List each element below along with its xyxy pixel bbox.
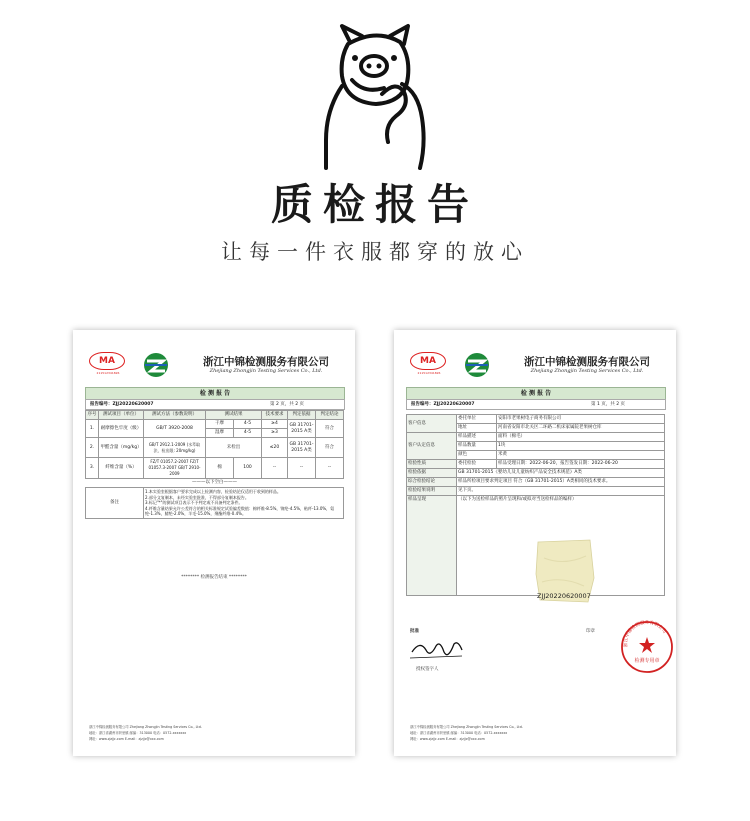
page-number: 第 1 页，共 2 页: [591, 402, 625, 407]
row-result: 100: [234, 458, 262, 479]
row-result: 4-5: [234, 429, 262, 438]
row-requirement: ≥4: [262, 420, 288, 429]
table-row: [407, 469, 665, 478]
remark-line: 3.标记"*"的测试项目表示不予判定或不具备判定条件。: [145, 500, 243, 506]
table-row: [407, 460, 665, 469]
row-requirement: ≤20: [262, 438, 288, 458]
company-name-cn: 浙江中锦检测服务有限公司: [524, 356, 650, 368]
row-basis: GB 31701-2015 A类: [288, 438, 316, 458]
field-value: 样品受理日期：2022-06-20，报告签发日期：2022-06-20: [497, 460, 665, 469]
table-row: [86, 479, 344, 488]
report-number-value: ZJJ20220620007: [433, 402, 475, 407]
ma-logo-sub: 211512341826: [96, 371, 120, 375]
page-number: 第 2 页，共 2 页: [270, 402, 304, 407]
table-row: [407, 415, 665, 424]
company-name-en: Zhejiang Zhongjin Testing Services Co., Ltd.: [530, 368, 644, 374]
field-value: 面料（棉毛）: [497, 433, 665, 442]
field-value: 样品所检项目要求判定项目 符合（GB 31701-2015）A类相同的技术要求。: [457, 478, 665, 487]
pig-thinking-icon: [312, 22, 438, 172]
row-conclusion: 符合: [316, 438, 344, 458]
footer-line: 网址：www.zjzjjc.com E-mail：zjzjjc@xxx.com: [89, 737, 164, 741]
field-label: 样品描述: [457, 433, 497, 442]
client-section-label: 客户信息: [407, 415, 457, 433]
footer-line: 地址：浙江省湖州市织里镇 邮编：313000 电话：0572-xxxxxxx: [89, 731, 187, 735]
field-value: 安阳市老果树电子商务有限公司: [497, 415, 665, 424]
row-method: GB/T 3920-2008: [144, 420, 206, 438]
table-row: [407, 487, 665, 496]
ma-logo: [410, 352, 448, 378]
table-header: 序号: [86, 411, 99, 420]
results-table: [85, 410, 344, 519]
field-value: 米黄: [497, 451, 665, 460]
row-item: 耐摩擦色牢度（级）: [99, 420, 144, 438]
row-result: 未检出: [206, 438, 262, 458]
row-method: FZ/T 01057.2-2007 FZ/T 01057.3-2007 GB/T 2910-2009: [144, 458, 206, 479]
company-logo-icon: [464, 352, 490, 378]
remark-line: 1.本实验室根据客户要求完成以上检测内容，检验结论仅适用于收到的样品。: [145, 489, 281, 494]
remarks-row: [86, 488, 344, 519]
table-header: 判定结论: [316, 411, 344, 420]
footer-line: 地址：浙江省湖州市织里镇 邮编：313000 电话：0572-xxxxxxx: [410, 731, 508, 735]
field-label: 地址: [457, 424, 497, 433]
report-end-note: ******** 检测报告结束 ********: [181, 575, 247, 580]
table-row: [86, 438, 344, 458]
report-number-bar: [406, 399, 666, 410]
report-number-label: 报告编号：: [411, 402, 434, 407]
ma-logo-sub: 211512341826: [417, 371, 441, 375]
report-number-label: 报告编号：: [90, 402, 113, 407]
report-number: [90, 400, 154, 409]
report-title-bar: 检 测 报 告: [406, 387, 666, 400]
field-label: 综合检验结论: [407, 478, 457, 487]
table-header: 测试结果: [206, 411, 262, 420]
row-item: 甲醛含量（mg/kg）: [99, 438, 144, 458]
field-value: 河南省安阳市北关区二环路二机床家属院老果树仓库: [497, 424, 665, 433]
row-requirement: ≥3: [262, 429, 288, 438]
ma-logo: [89, 352, 127, 378]
field-label: 检验依据: [407, 469, 457, 478]
field-label: 委托单位: [457, 415, 497, 424]
row-conclusion: 符合: [316, 420, 344, 438]
remark-line: 2.部分文复制本，未经实验室批准，不得部分复制本报告。: [145, 494, 249, 500]
report-page-results: [73, 330, 355, 756]
row-requirement: --: [262, 458, 288, 479]
field-value: 1块: [497, 442, 665, 451]
seal-ring-text: 浙江中锦检测服务有限公司: [623, 620, 667, 648]
row-basis: --: [288, 458, 316, 479]
table-row: [86, 420, 344, 429]
field-label: 颜色: [457, 451, 497, 460]
table-row: [86, 458, 344, 479]
row-sublabel: 干摩: [206, 420, 234, 429]
row-conclusion: --: [316, 458, 344, 479]
row-no: 2.: [86, 438, 99, 458]
field-value: 委托检验: [457, 460, 497, 469]
report-title-bar: 检 测 报 告: [85, 387, 345, 400]
company-logo-icon: [143, 352, 169, 378]
row-basis: GB 31701-2015 A类: [288, 420, 316, 438]
report-page-summary: [394, 330, 676, 756]
report-number-bar: [85, 399, 345, 410]
row-no: 3.: [86, 458, 99, 479]
table-header: 技术要求: [262, 411, 288, 420]
seal-label: 印章: [586, 629, 595, 634]
signature-image: [406, 636, 466, 664]
table-header: 判定依据: [288, 411, 316, 420]
approver-label: 批准: [410, 629, 419, 634]
field-label: 检验性质: [407, 460, 457, 469]
page-title: 质检报告: [270, 180, 479, 229]
row-item: 纤维含量（%）: [99, 458, 144, 479]
field-label: 样品数量: [457, 442, 497, 451]
table-header: 测试项目（单位）: [99, 411, 144, 420]
report-number: [411, 400, 475, 409]
sample-section-label: 客户认定信息: [407, 433, 457, 460]
ma-logo-text: MA: [89, 352, 125, 370]
footer-line: 网址：www.zjzjjc.com E-mail：zjzjjc@xxx.com: [410, 737, 485, 741]
remarks-cell: [144, 488, 344, 519]
table-header: 测试方法（参数说明）: [144, 411, 206, 420]
signer-label: 授权签字人: [416, 667, 439, 672]
footer-line: 浙江中锦检测服务有限公司 Zhejiang Zhongjin Testing Services Co., Ltd.: [410, 725, 523, 729]
page-subtitle: 让每一件衣服都穿的放心: [221, 240, 529, 264]
report-number-value: ZJJ20220620007: [112, 402, 154, 407]
remark-line: 4.纤维含量结果允许公差符合的相关标准规定试验偏差数值：棉纤维-8.5%，锦纶-4.5%，粘纤-13.0%，氨纶-1.3%，腈纶-2.0%，羊毛-15.0%，聚酯纤维-0.4%。: [145, 505, 335, 517]
ma-logo-text: MA: [410, 352, 446, 370]
blank-note: ———以下空白———: [86, 479, 344, 488]
sample-code: ZJJ20220620007: [537, 592, 591, 600]
remark-label: 备注: [86, 488, 144, 519]
field-value: 见下页。: [457, 487, 665, 496]
row-result: 4-5: [234, 420, 262, 429]
field-value: （以下为送检样品的照片呈现和/或拟对当送检样品的编样）: [457, 496, 665, 596]
field-label: 检验结果说明: [407, 487, 457, 496]
table-row: [407, 433, 665, 442]
field-value: GB 31701-2015《婴幼儿及儿童纺织产品安全技术规范》A类: [457, 469, 665, 478]
table-row: [407, 478, 665, 487]
row-fiber: 棉: [206, 458, 234, 479]
company-seal-icon: [620, 620, 674, 674]
field-label: 样品呈现: [407, 496, 457, 596]
seal-text: 检测专用章: [634, 658, 660, 664]
company-name-cn: 浙江中锦检测服务有限公司: [203, 356, 329, 368]
table-header-row: [86, 411, 344, 420]
company-name-en: Zhejiang Zhongjin Testing Services Co., Ltd.: [209, 368, 323, 374]
row-method: GB/T 2912.1-2009 (水萃取法，检出限: 20mg/kg): [144, 438, 206, 458]
row-no: 1.: [86, 420, 99, 438]
row-sublabel: 湿摩: [206, 429, 234, 438]
footer-line: 浙江中锦检测服务有限公司 Zhejiang Zhongjin Testing Services Co., Ltd.: [89, 725, 202, 729]
